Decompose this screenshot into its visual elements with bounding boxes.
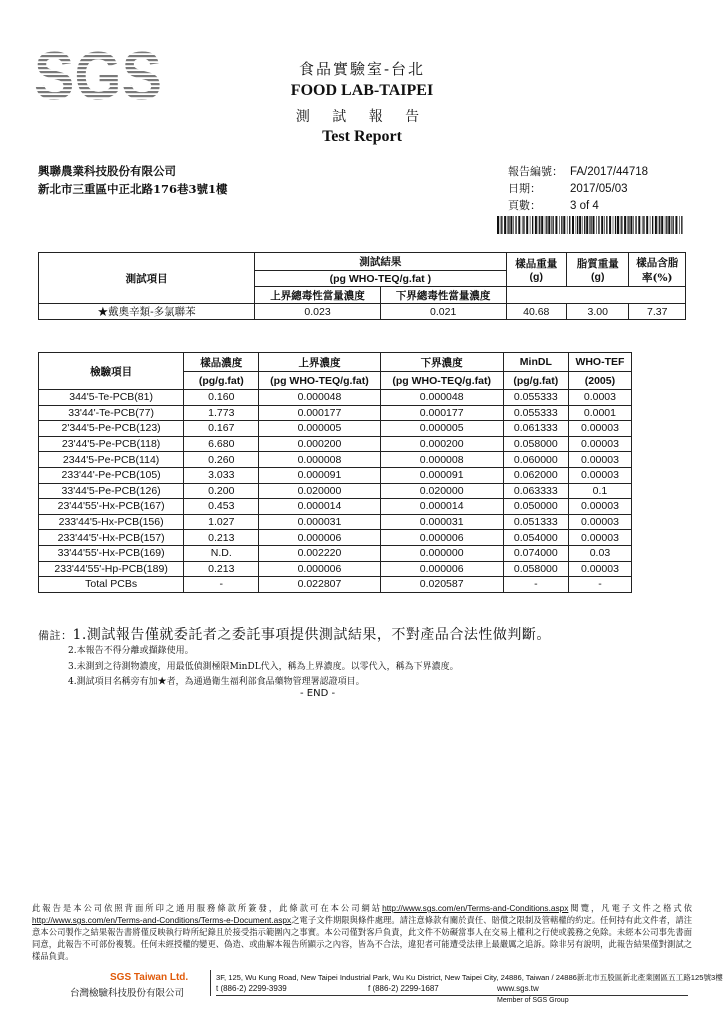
cell-item: 2344'5-Pe-PCB(114): [39, 452, 184, 468]
barcode: [497, 216, 685, 234]
cell-tef: 0.03: [568, 545, 631, 561]
cell-item: 33'44'55'-Hx-PCB(169): [39, 545, 184, 561]
cell-conc: 0.213: [184, 561, 259, 577]
th-unit: (pg WHO-TEQ/g.fat ): [255, 271, 506, 287]
cell-conc: 0.260: [184, 452, 259, 468]
table-row: [39, 499, 632, 515]
cell-mindl: 0.061333: [503, 421, 568, 437]
cell-tef: 0.00003: [568, 436, 631, 452]
cell-lower: 0.000200: [380, 436, 503, 452]
cell-lower: 0.000006: [380, 561, 503, 577]
note-4: 4.測試項目名稱旁有加★者，為通過衛生福利部食品藥物管理署認證項目。: [68, 677, 365, 687]
cell-conc: 6.680: [184, 436, 259, 452]
cell-upper: 0.000048: [259, 390, 380, 406]
disclaimer: 此報告是本公司依照背面所印之通用服務條款所簽發，此條款可在本公司網站http://www.sgs.com/en/Terms-and-Conditions.aspx閱覽，凡電子文件之格式依http://www.sgs.com/en/Terms-and-Conditions/Terms-e-Document.aspx之電子文件期限與條件處理。請注意條款有關於責任、賠償之限制及管轄權的約定。任何持有此文件者，請注意本公司製作之結果報告書將僅反映執行時所紀錄且於接受指示範圍內之事實。本公司僅對客戶負責，此文件不妨礙當事人在交易上權利之行使或義務之免除。未經本公司事先書面同意，此報告不可部份複製。任何未經授權的變更、偽造、或曲解本報告所顯示之內容，皆為不合法，違犯者可能遭受法律上最嚴厲之追訴。除非另有說明，此報告結果僅對測試之樣品負責。: [32, 903, 692, 961]
cell-tef: -: [568, 577, 631, 593]
table-row: [39, 483, 632, 499]
cell-lower: 0.020587: [380, 577, 503, 593]
footer-address: 3F, 125, Wu Kung Road, New Taipei Industrial Park, Wu Ku District, New Taipei City, 24886, Taiwan / 24886新北市五股區新北產業園區五工路125號3樓: [216, 973, 723, 982]
note-1: 備註：1.測試報告僅就委託者之委託事項提供測試結果，不對產品合法性做判斷。: [38, 627, 551, 643]
sgs-logo: [34, 38, 162, 114]
pages-row: [508, 197, 599, 213]
th2-tef-unit: (2005): [568, 372, 631, 390]
report-title-en: Test Report: [322, 128, 402, 145]
cell-conc: 0.453: [184, 499, 259, 515]
cell-upper: 0.002220: [259, 545, 380, 561]
footer-company-en: SGS Taiwan Ltd.: [110, 972, 189, 983]
svg-text:SGS: SGS: [34, 38, 162, 114]
th2-mindl-unit: (pg/g.fat): [503, 372, 568, 390]
cell-upper: 0.000006: [259, 561, 380, 577]
cell-item: 2'344'5-Pe-PCB(123): [39, 421, 184, 437]
cell-lower: 0.000177: [380, 405, 503, 421]
table-row: [39, 405, 632, 421]
footer-member: Member of SGS Group: [497, 997, 569, 1004]
cell-conc: 0.160: [184, 390, 259, 406]
cell-mindl: 0.055333: [503, 405, 568, 421]
report-number: FA/2017/44718: [570, 166, 649, 178]
summary-fat-weight: 3.00: [567, 304, 629, 320]
report-number-row: [508, 163, 648, 179]
cell-conc: 0.200: [184, 483, 259, 499]
cell-upper: 0.000091: [259, 467, 380, 483]
th2-lower: 下界濃度: [380, 353, 503, 372]
cell-tef: 0.0001: [568, 405, 631, 421]
lab-title-en: FOOD LAB-TAIPEI: [290, 82, 434, 99]
cell-item: 33'44'5-Pe-PCB(126): [39, 483, 184, 499]
terms-link[interactable]: http://www.sgs.com/en/Terms-and-Conditions.aspx: [382, 903, 569, 913]
cell-conc: -: [184, 577, 259, 593]
table-row: [39, 467, 632, 483]
summary-sample-weight: 40.68: [506, 304, 567, 320]
th-upper: 上界總毒性當量濃度: [255, 287, 381, 304]
th-fat-percent: 樣品含脂 率(%): [629, 253, 686, 287]
cell-lower: 0.000031: [380, 514, 503, 530]
summary-fat-percent: 7.37: [629, 304, 686, 320]
cell-conc: 0.167: [184, 421, 259, 437]
terms-e-document-link[interactable]: http://www.sgs.com/en/Terms-and-Conditions/Terms-e-Document.aspx: [32, 915, 292, 925]
table-row: [39, 421, 632, 437]
cell-conc: 3.033: [184, 467, 259, 483]
cell-mindl: 0.058000: [503, 561, 568, 577]
cell-upper: 0.022807: [259, 577, 380, 593]
th2-upper-unit: (pg WHO-TEQ/g.fat): [259, 372, 380, 390]
report-date: 2017/05/03: [570, 183, 628, 195]
cell-mindl: 0.060000: [503, 452, 568, 468]
pcb-table: [38, 352, 632, 593]
table-row: [39, 561, 632, 577]
client-name: 興聯農業科技股份有限公司: [38, 164, 176, 178]
summary-lower: 0.021: [380, 304, 506, 320]
cell-lower: 0.020000: [380, 483, 503, 499]
cell-tef: 0.00003: [568, 561, 631, 577]
footer-divider: [210, 970, 211, 996]
cell-conc: 0.213: [184, 530, 259, 546]
th2-upper: 上界濃度: [259, 353, 380, 372]
cell-mindl: 0.050000: [503, 499, 568, 515]
cell-mindl: -: [503, 577, 568, 593]
cell-item: 23'44'55'-Hx-PCB(167): [39, 499, 184, 515]
footer-company-cn: 台灣檢驗科技股份有限公司: [70, 988, 185, 999]
note-3: 3.未測到之待測物濃度，用最低偵測極限MinDL代入，稱為上界濃度。以零代入，稱為下界濃度。: [68, 662, 459, 672]
th2-tef: WHO-TEF: [568, 353, 631, 372]
cell-upper: 0.000005: [259, 421, 380, 437]
cell-item: 233'44'55'-Hp-PCB(189): [39, 561, 184, 577]
table-row: [39, 452, 632, 468]
cell-upper: 0.020000: [259, 483, 380, 499]
cell-mindl: 0.055333: [503, 390, 568, 406]
table-row: [39, 390, 632, 406]
cell-item: 233'44'5-Hx-PCB(156): [39, 514, 184, 530]
th2-item: 檢驗項目: [39, 353, 184, 390]
th2-lower-unit: (pg WHO-TEQ/g.fat): [380, 372, 503, 390]
summary-upper: 0.023: [255, 304, 381, 320]
footer-fax: f (886-2) 2299-1687: [368, 984, 439, 993]
cell-tef: 0.00003: [568, 499, 631, 515]
th-result: 測試結果: [255, 253, 506, 271]
cell-tef: 0.1: [568, 483, 631, 499]
cell-lower: 0.000008: [380, 452, 503, 468]
note-2: 2.本報告不得分離或擷錄使用。: [68, 646, 194, 656]
table-row: [39, 530, 632, 546]
summary-item: ★戴奧辛類-多氯聯苯: [39, 304, 255, 320]
summary-table: [38, 252, 686, 320]
cell-tef: 0.00003: [568, 452, 631, 468]
cell-tef: 0.00003: [568, 467, 631, 483]
date-label: 日期：: [508, 182, 541, 195]
cell-item: 33'44'-Te-PCB(77): [39, 405, 184, 421]
cell-lower: 0.000014: [380, 499, 503, 515]
cell-mindl: 0.054000: [503, 530, 568, 546]
th2-mindl: MinDL: [503, 353, 568, 372]
cell-mindl: 0.051333: [503, 514, 568, 530]
cell-tef: 0.0003: [568, 390, 631, 406]
footer-website[interactable]: www.sgs.tw: [497, 984, 539, 993]
cell-conc: 1.027: [184, 514, 259, 530]
report-title-cn: 測 試 報 告: [295, 109, 429, 125]
th-sample-weight: 樣品重量 (g): [506, 253, 567, 287]
cell-mindl: 0.074000: [503, 545, 568, 561]
cell-mindl: 0.058000: [503, 436, 568, 452]
cell-upper: 0.000014: [259, 499, 380, 515]
th-fat-weight: 脂質重量 (g): [567, 253, 629, 287]
cell-item: 23'44'5-Pe-PCB(118): [39, 436, 184, 452]
cell-upper: 0.000031: [259, 514, 380, 530]
cell-item: 233'44'5'-Hx-PCB(157): [39, 530, 184, 546]
lab-title-cn: 食品實驗室-台北: [298, 60, 426, 78]
cell-lower: 0.000000: [380, 545, 503, 561]
th2-conc-unit: (pg/g.fat): [184, 372, 259, 390]
cell-conc: 1.773: [184, 405, 259, 421]
cell-item: 233'44'-Pe-PCB(105): [39, 467, 184, 483]
th2-conc: 樣品濃度: [184, 353, 259, 372]
cell-upper: 0.000008: [259, 452, 380, 468]
cell-item: 344'5-Te-PCB(81): [39, 390, 184, 406]
th-item: 測試項目: [39, 253, 255, 304]
cell-tef: 0.00003: [568, 530, 631, 546]
table-row: [39, 436, 632, 452]
th-lower: 下界總毒性當量濃度: [380, 287, 506, 304]
cell-upper: 0.000200: [259, 436, 380, 452]
date-row: [508, 180, 628, 196]
cell-upper: 0.000177: [259, 405, 380, 421]
cell-upper: 0.000006: [259, 530, 380, 546]
th-blank: [506, 287, 686, 304]
cell-lower: 0.000091: [380, 467, 503, 483]
cell-item: Total PCBs: [39, 577, 184, 593]
page-count: 3 of 4: [570, 200, 599, 212]
end-marker: - END -: [300, 688, 336, 699]
cell-lower: 0.000048: [380, 390, 503, 406]
cell-mindl: 0.063333: [503, 483, 568, 499]
table-row: [39, 545, 632, 561]
table-row: [39, 577, 632, 593]
pages-label: 頁數：: [508, 199, 541, 212]
footer-rule: [216, 995, 688, 996]
cell-conc: N.D.: [184, 545, 259, 561]
cell-lower: 0.000006: [380, 530, 503, 546]
cell-tef: 0.00003: [568, 421, 631, 437]
report-number-label: 報告編號：: [508, 165, 563, 178]
footer-phone: t (886-2) 2299-3939: [216, 984, 287, 993]
cell-lower: 0.000005: [380, 421, 503, 437]
cell-tef: 0.00003: [568, 514, 631, 530]
table-row: [39, 514, 632, 530]
client-address: 新北市三重區中正北路176巷3號1樓: [38, 182, 228, 196]
cell-mindl: 0.062000: [503, 467, 568, 483]
